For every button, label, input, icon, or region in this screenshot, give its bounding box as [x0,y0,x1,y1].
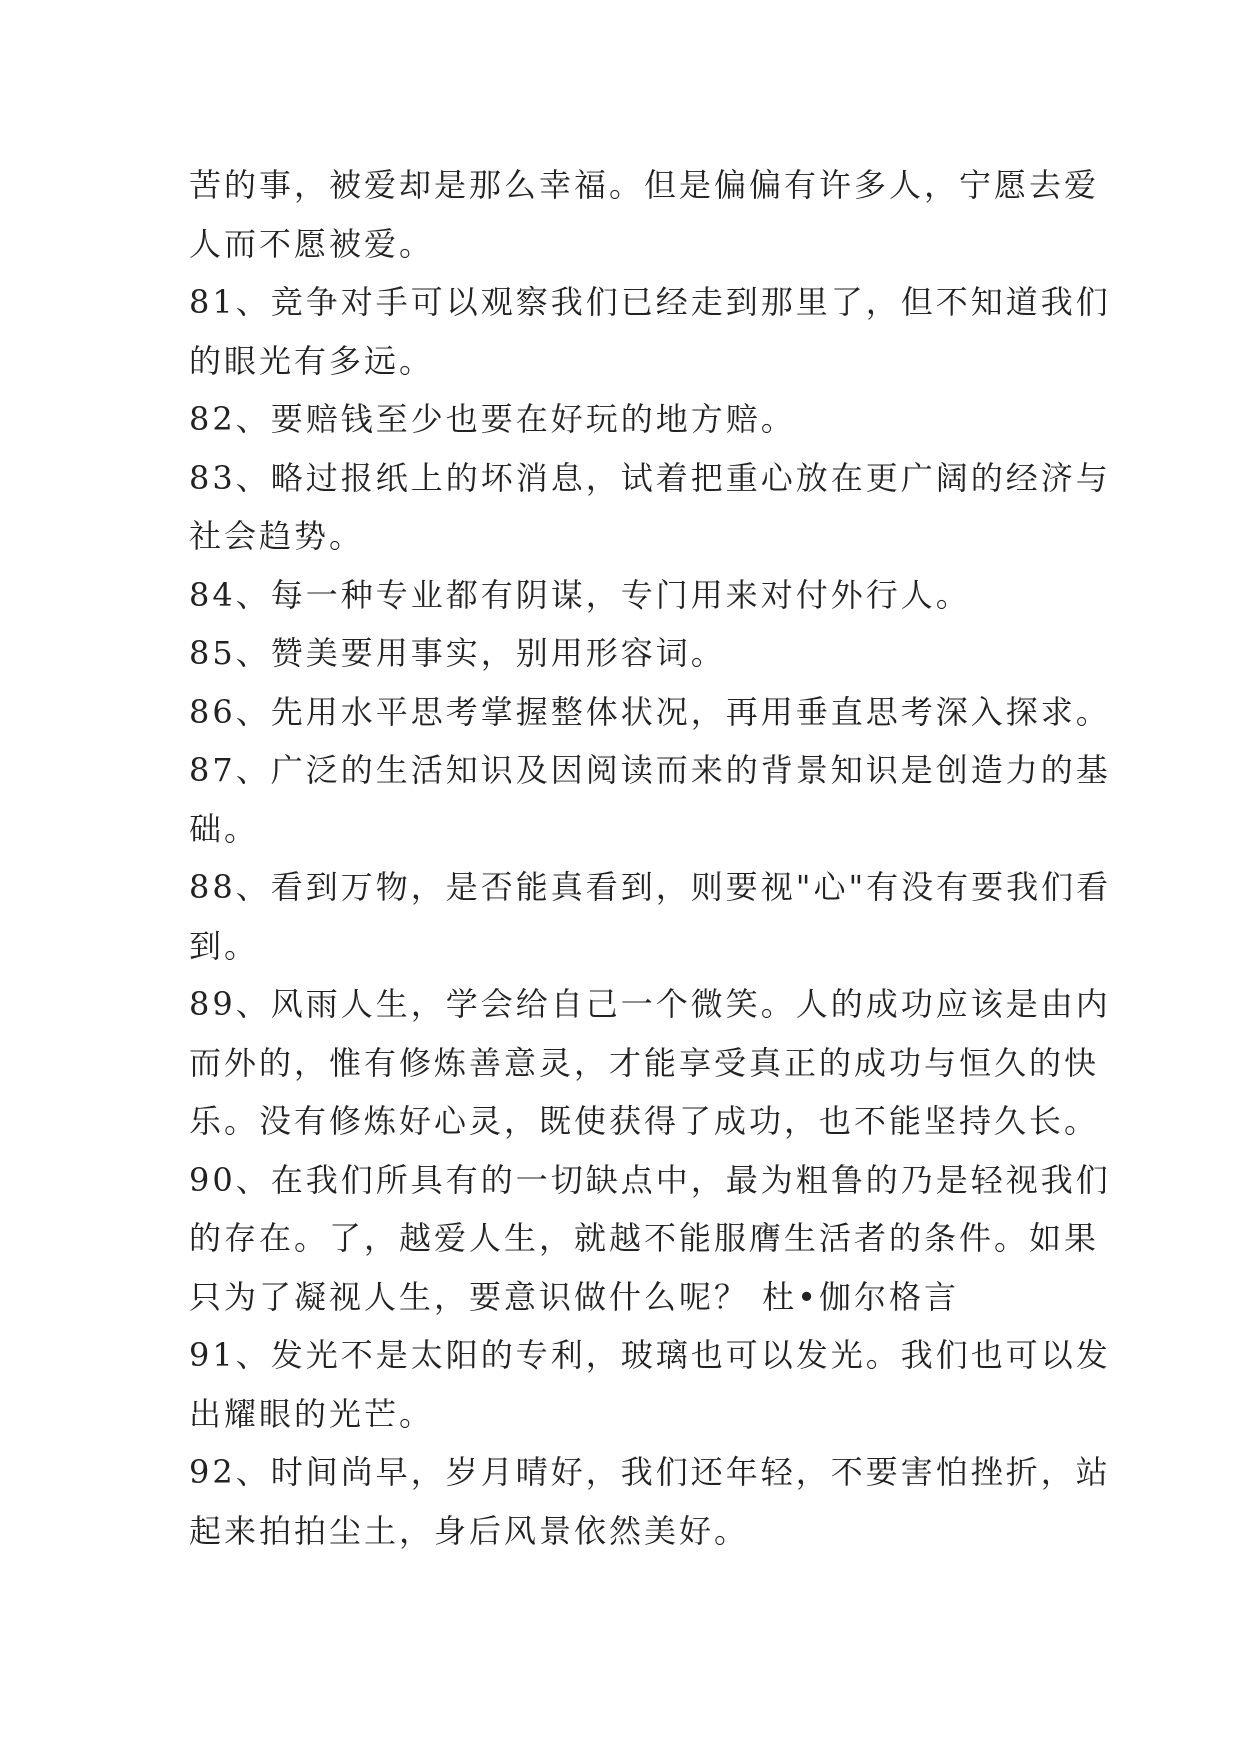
text-line: 苦的事，被爱却是那么幸福。但是偏偏有许多人，宁愿去爱 [189,166,1100,204]
text-line: 的存在。了，越爱人生，就越不能服膺生活者的条件。如果 [189,1219,1100,1257]
text-line: 人而不愿被爱。 [189,224,435,263]
text-line: 88、看到万物，是否能真看到，则要视"心"有没有要我们看 [189,868,1112,906]
text-line: 起来拍拍尘土，身后风景依然美好。 [189,1511,750,1550]
document-body [189,156,1112,1560]
text-line: 90、在我们所具有的一切缺点中，最为粗鲁的乃是轻视我们 [189,1160,1111,1199]
text-line: 85、赞美要用事实，别用形容词。 [189,634,726,672]
text-line: 只为了凝视人生，要意识做什么呢？ 杜•伽尔格言 [189,1277,960,1316]
text-line: 到。 [189,926,260,965]
text-line: 83、略过报纸上的坏消息，试着把重心放在更广阔的经济与 [189,458,1111,497]
text-line: 乐。没有修炼好心灵，既使获得了成功，也不能坚持久长。 [189,1102,1100,1140]
text-line: 87、广泛的生活知识及因阅读而来的背景知识是创造力的基 [189,751,1111,789]
text-line: 的眼光有多远。 [189,341,435,380]
text-line: 社会趋势。 [189,517,365,555]
text-line: 81、竞争对手可以观察我们已经走到那里了，但不知道我们 [189,283,1111,321]
text-line: 92、时间尚早，岁月晴好，我们还年轻，不要害怕挫折，站 [189,1453,1111,1491]
text-line: 86、先用水平思考掌握整体状况，再用垂直思考深入探求。 [189,692,1111,731]
text-line: 而外的，惟有修炼善意灵，才能享受真正的成功与恒久的快 [189,1043,1100,1082]
text-line: 84、每一种专业都有阴谋，专门用来对付外行人。 [189,575,971,614]
text-line: 础。 [189,809,260,848]
text-line: 出耀眼的光芒。 [189,1394,435,1433]
text-line: 91、发光不是太阳的专利，玻璃也可以发光。我们也可以发 [189,1336,1111,1374]
text-line: 82、要赔钱至少也要在好玩的地方赔。 [189,400,796,438]
text-line: 89、风雨人生，学会给自己一个微笑。人的成功应该是由内 [189,985,1111,1023]
